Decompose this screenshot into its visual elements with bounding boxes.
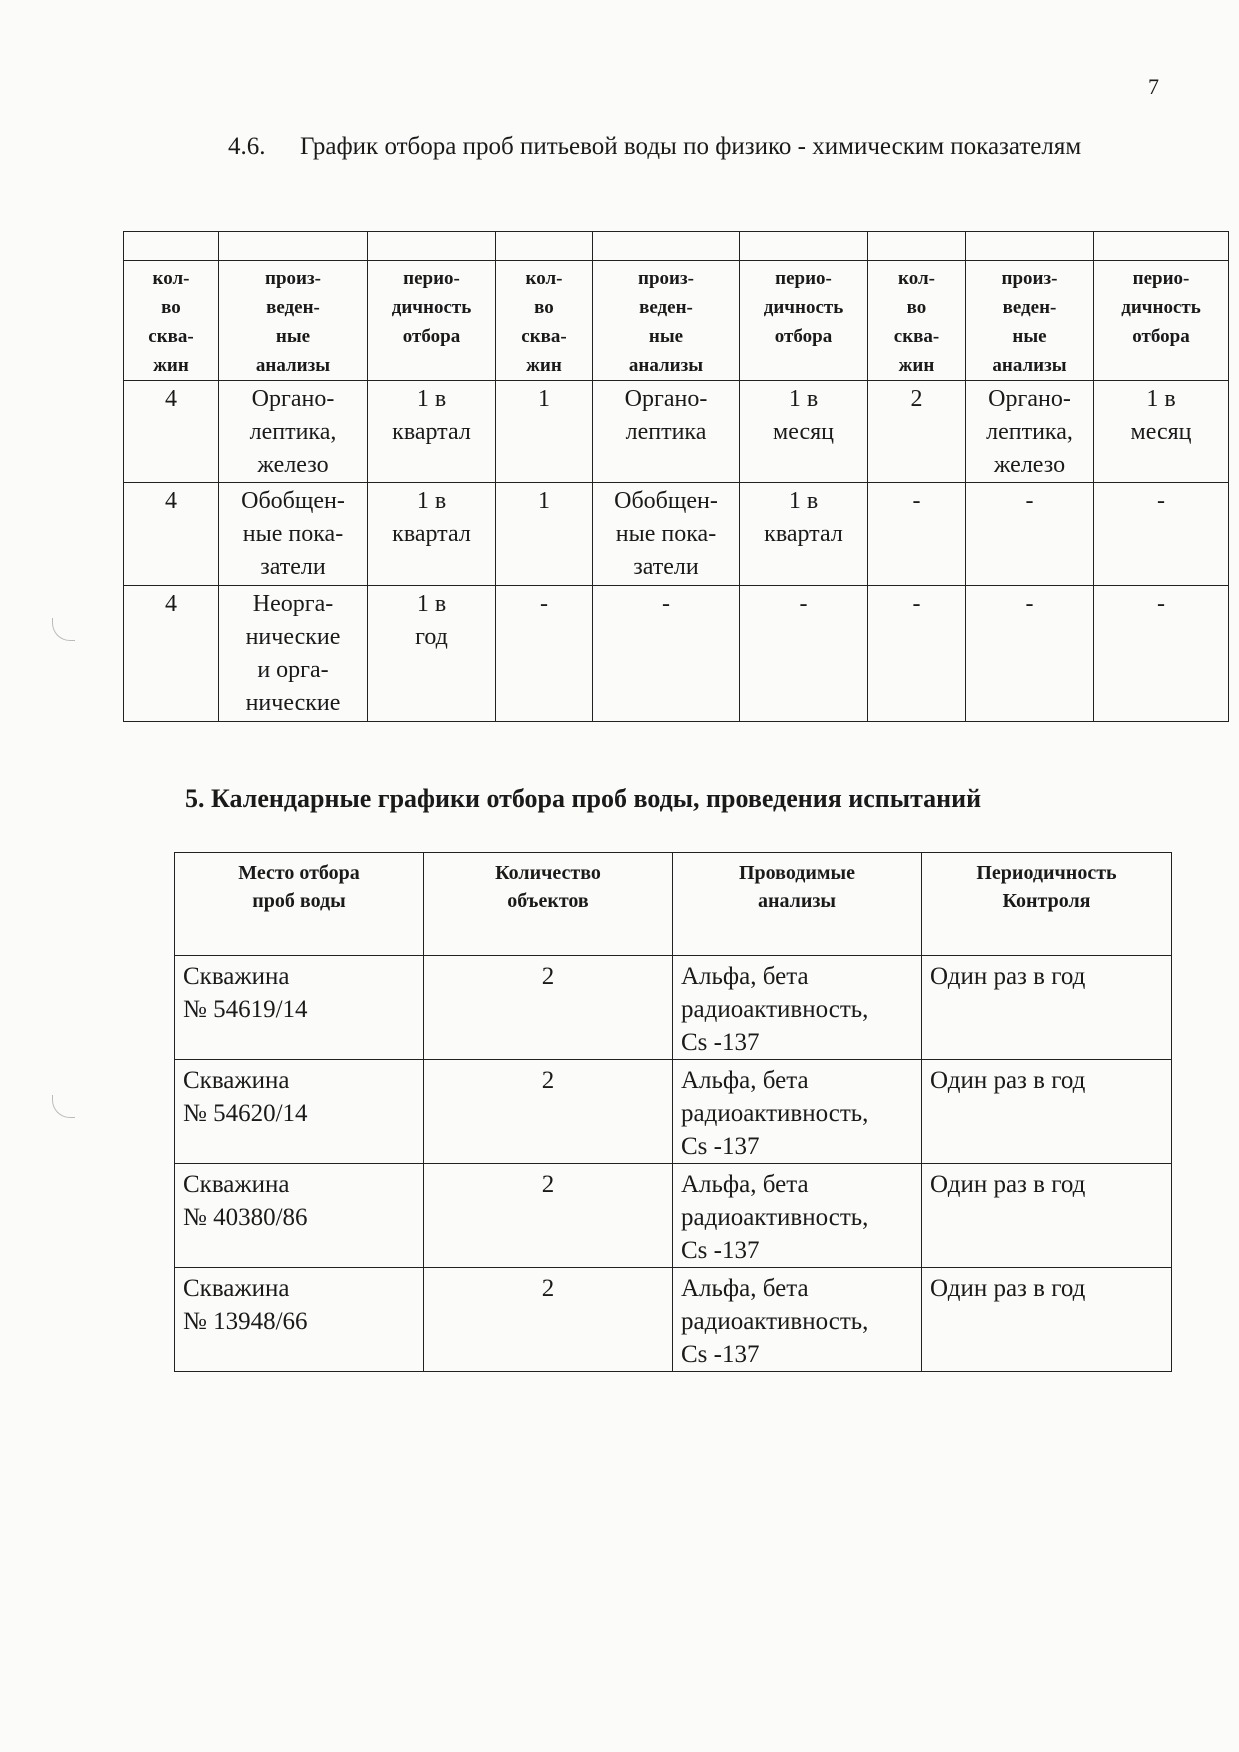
table-cell: Альфа, бета радиоактивность, Cs -137 (673, 956, 922, 1060)
scan-mark (52, 618, 75, 641)
table-cell: Обобщен- ные пока- затели (219, 483, 368, 586)
column-header: Место отбора проб воды (175, 853, 424, 956)
table-row (175, 1268, 1172, 1372)
table-cell: 2 (424, 1060, 673, 1164)
column-header: произ- веден- ные анализы (219, 261, 368, 381)
table-cell: Скважина № 54619/14 (175, 956, 424, 1060)
table-row (124, 586, 1229, 722)
table-header-row (124, 261, 1229, 381)
column-header: кол- во сква- жин (496, 261, 593, 381)
table-cell: Альфа, бета радиоактивность, Cs -137 (673, 1268, 922, 1372)
table-cell: 2 (868, 381, 966, 483)
table-row (124, 381, 1229, 483)
table-cell: 1 в месяц (1094, 381, 1229, 483)
column-header: перио- дичность отбора (1094, 261, 1229, 381)
table-row (175, 1164, 1172, 1268)
section-5-heading: 5. Календарные графики отбора проб воды, проведения испытаний (185, 784, 982, 813)
table-cell: - (868, 483, 966, 586)
table-cell: Скважина № 40380/86 (175, 1164, 424, 1268)
table-header-row (175, 853, 1172, 956)
sampling-schedule-table (123, 231, 1229, 722)
table-cell: - (593, 586, 740, 722)
column-header: перио- дичность отбора (368, 261, 496, 381)
table-cell: 1 (496, 483, 593, 586)
table-cell: 1 в квартал (368, 483, 496, 586)
column-header: Проводимые анализы (673, 853, 922, 956)
table-cell: - (496, 586, 593, 722)
section-title: График отбора проб питьевой воды по физико - химическим показателям (300, 133, 1082, 160)
blank-row (124, 232, 1229, 261)
table-cell: - (966, 483, 1094, 586)
table-cell: Неорга- нические и орга- нические (219, 586, 368, 722)
table-cell: Скважина № 13948/66 (175, 1268, 424, 1372)
table-cell: Один раз в год (922, 1060, 1172, 1164)
table-cell: 1 в квартал (368, 381, 496, 483)
table-row (124, 483, 1229, 586)
table-cell: Один раз в год (922, 956, 1172, 1060)
table-cell: 4 (124, 483, 219, 586)
table-cell: - (1094, 483, 1229, 586)
table-cell: 2 (424, 1164, 673, 1268)
page-number: 7 (1148, 74, 1159, 99)
section-4-6-heading (228, 130, 1100, 164)
table-cell: Органо- лептика (593, 381, 740, 483)
table-cell: 2 (424, 1268, 673, 1372)
table-cell: Один раз в год (922, 1268, 1172, 1372)
table-cell: 4 (124, 381, 219, 483)
table-cell: 1 в месяц (740, 381, 868, 483)
column-header: кол- во сква- жин (124, 261, 219, 381)
table-cell: - (868, 586, 966, 722)
column-header: произ- веден- ные анализы (966, 261, 1094, 381)
table-cell: Альфа, бета радиоактивность, Cs -137 (673, 1164, 922, 1268)
scan-mark (52, 1095, 75, 1118)
column-header: кол- во сква- жин (868, 261, 966, 381)
table-cell: 1 (496, 381, 593, 483)
table-cell: 1 в год (368, 586, 496, 722)
table-cell: Органо- лептика, железо (219, 381, 368, 483)
table-cell: Один раз в год (922, 1164, 1172, 1268)
table-cell: - (740, 586, 868, 722)
table-cell: 4 (124, 586, 219, 722)
table-row (175, 1060, 1172, 1164)
table-cell: Обобщен- ные пока- затели (593, 483, 740, 586)
table-cell: - (966, 586, 1094, 722)
column-header: Периодичность Контроля (922, 853, 1172, 956)
table-cell: Органо- лептика, железо (966, 381, 1094, 483)
column-header: Количество объектов (424, 853, 673, 956)
table-cell: Скважина № 54620/14 (175, 1060, 424, 1164)
section-number: 4.6. (228, 133, 266, 160)
table-cell: 2 (424, 956, 673, 1060)
table-cell: Альфа, бета радиоактивность, Cs -137 (673, 1060, 922, 1164)
calendar-schedule-table (174, 852, 1172, 1372)
table-row (175, 956, 1172, 1060)
column-header: произ- веден- ные анализы (593, 261, 740, 381)
column-header: перио- дичность отбора (740, 261, 868, 381)
table-cell: - (1094, 586, 1229, 722)
table-cell: 1 в квартал (740, 483, 868, 586)
